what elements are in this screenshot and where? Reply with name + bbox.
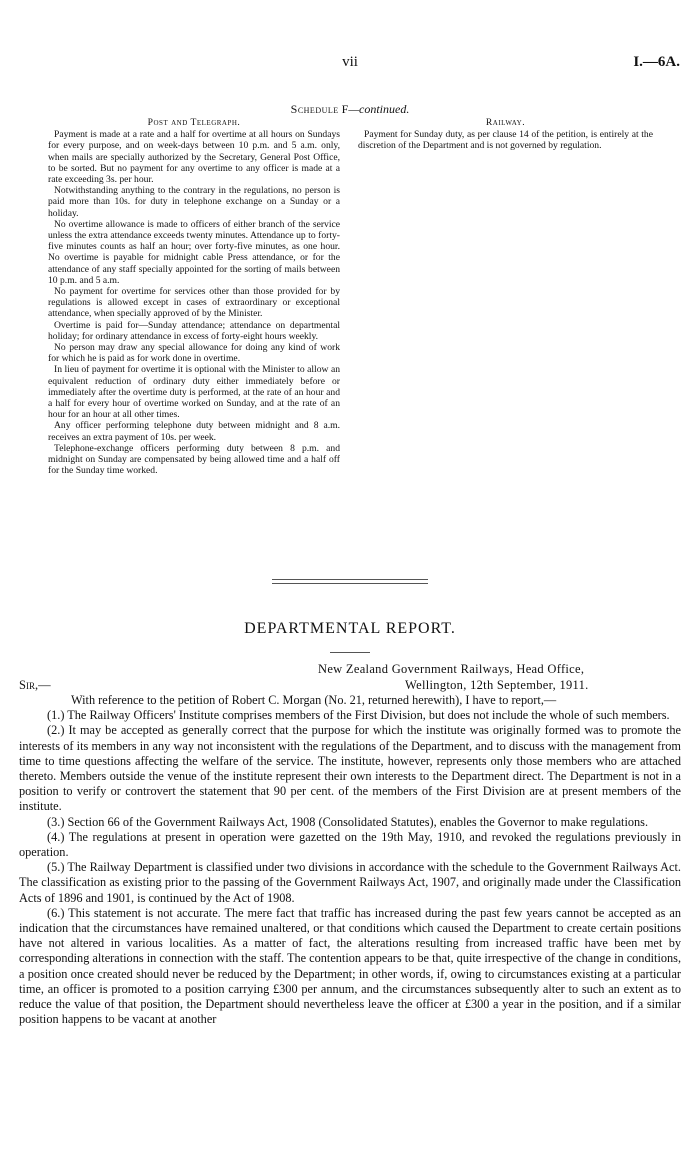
- post-telegraph-paragraph: No overtime allowance is made to officers of either branch of the service unless the extra attendance exceeds twenty minutes. Attendance up to forty-five minutes counts as half an hour; over forty-five minutes, as one hour. No overtime is payable for midnight cable Press attendance, or for the attendance of any staff specially appointed for the sorting of mails between 10 p.m. and 5 a.m.: [48, 218, 340, 286]
- post-telegraph-heading: Post and Telegraph.: [147, 117, 241, 128]
- post-telegraph-paragraph: No person may draw any special allowance for doing any kind of work for which he is paid as for work done in overtime.: [48, 342, 340, 365]
- report-paragraph: (4.) The regulations at present in operation were gazetted on the 19th May, 1910, and revoked the regulations previously in operation.: [19, 829, 681, 860]
- report-paragraph: With reference to the petition of Robert C. Morgan (No. 21, returned herewith), I have to report,—: [71, 693, 557, 707]
- schedule-heading: [240, 102, 460, 117]
- report-address-line1: New Zealand Government Railways, Head Office,: [318, 662, 585, 676]
- railway-column: [358, 117, 653, 152]
- report-address-line2: Wellington, 12th September, 1911.: [405, 678, 589, 692]
- report-paragraph: (5.) The Railway Department is classified under two divisions in accordance with the schedule to the Government Railways Act. The classification as existing prior to the passing of the Government Railways Act, 1907, and originally made under the Classification Acts of 1896 and 1901, is continued by the Act of 1908.: [19, 860, 681, 905]
- report-paragraph: (2.) It may be accepted as generally correct that the purpose for which the institute was originally formed was to promote the interests of its members in any way not inconsistent with the regulations of the Department, and to discuss with the management from time to time questions affecting the welfare of the service. The institute, however, represents only those members who are attached thereto. Members outside the venue of the institute represent their own interests to the Department direct. The Department is not in a position to verify or controvert the statement that 90 per cent. of the members of the First Division are at present members of the institute.: [19, 723, 681, 814]
- post-telegraph-paragraph: Any officer performing telephone duty between midnight and 8 a.m. receives an extra payment of 10s. per week.: [48, 420, 340, 443]
- schedule-letter: F: [341, 102, 349, 116]
- schedule-continued: —continued.: [348, 102, 410, 116]
- post-telegraph-paragraph: No payment for overtime for services other than those provided for by regulations is allowed except in cases of extraordinary or exceptional attendance, when specially approved of by the Minister.: [48, 286, 340, 320]
- post-telegraph-column: [48, 117, 340, 477]
- post-telegraph-paragraph: In lieu of payment for overtime it is optional with the Minister to allow an equivalent reduction of ordinary duty either immediately before or immediately after the overtime duty is performed, at the rate of an hour and a half for every hour of overtime worked on Sunday, and at the rate of an hour for an hour at all other times.: [48, 364, 340, 421]
- section-divider: [272, 583, 428, 584]
- schedule-word: Schedule: [290, 102, 339, 116]
- section-divider: [272, 579, 428, 580]
- page-number: vii: [342, 54, 358, 70]
- report-paragraph: (1.) The Railway Officers' Institute comprises members of the First Division, but does not include the whole of such members.: [47, 708, 670, 723]
- post-telegraph-paragraph: Overtime is paid for—Sunday attendance; attendance on departmental holiday; for ordinary attendance in excess of forty-eight hours weekly.: [48, 319, 340, 342]
- railway-paragraph: Payment for Sunday duty, as per clause 14 of the petition, is entirely at the discretion of the Department and is not governed by regulation.: [358, 129, 653, 152]
- report-paragraph: (6.) This statement is not accurate. The mere fact that traffic has increased during the past few years cannot be accepted as an indication that the circumstances have remained unaltered, or that conditions which caused the Department to create certain positions have not altered in various localities. As a matter of fact, the alterations resulting from increased traffic have been met by corresponding alterations in connection with the staff. The contention appears to be that, quite irrespective of the change in conditions, a position once created should never be reduced by the Department; in other words, if, owing to circumstances existing at a particular time, an officer is promoted to a position carrying £300 per annum, and the circumstances subsequently alter to such an extent as to reduce the value of that position, the Department should nevertheless leave the officer at £300 a year in the position, and if a similar position happens to be vacant at another: [19, 905, 682, 1027]
- report-salutation: Sir,—: [19, 678, 51, 692]
- document-reference: I.—6A.: [633, 54, 680, 70]
- report-paragraph: (3.) Section 66 of the Government Railways Act, 1908 (Consolidated Statutes), enables the Governor to make regulations.: [47, 814, 649, 829]
- post-telegraph-paragraph: Notwithstanding anything to the contrary in the regulations, no person is paid more than 10s. for duty in telephone exchange on a Sunday or a holiday.: [48, 185, 340, 219]
- report-title: DEPARTMENTAL REPORT.: [244, 620, 456, 637]
- report-body: [19, 693, 681, 1027]
- title-rule: [330, 652, 370, 653]
- post-telegraph-paragraph: Telephone-exchange officers performing duty between 8 p.m. and midnight on Sunday are compensated by being allowed time and a half off for the Sunday time worked.: [48, 442, 340, 477]
- post-telegraph-paragraph: Payment is made at a rate and a half for overtime at all hours on Sundays for every purpose, and on week-days between 10 p.m. and 5 a.m. only, when mails are specially authorized by the Secretary, General Post Office, to be sorted. But no payment for any overtime to any officer is made at a rate exceeding 3s. per hour.: [48, 129, 340, 186]
- railway-heading: Railway.: [485, 117, 526, 128]
